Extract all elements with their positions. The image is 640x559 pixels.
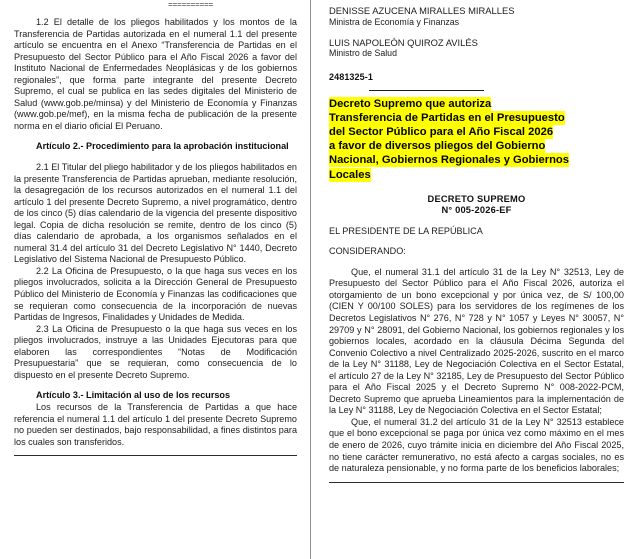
spacer xyxy=(329,217,624,226)
paragraph-2-2: 2.2 La Oficina de Presupuesto, o la que haga sus veces en los pliegos involucrados, solicita a la Dirección General de Presupuesto Público del Ministerio de Economía y Finanzas las codificaciones que se requieran como consecuencia de la incorporación de nuevas Partidas de Ingresos, Finalidades y Unidades de Medida. xyxy=(14,265,297,323)
decree-heading-line-2: N° 005-2026-EF xyxy=(441,205,512,216)
top-separator: ========== xyxy=(167,1,213,10)
signer-name-1: DENISSE AZUCENA MIRALLES MIRALLES xyxy=(329,5,515,16)
highlight-line-1: Decreto Supremo que autoriza xyxy=(329,97,492,110)
section-separator-rule xyxy=(369,90,484,91)
highlight-line-4: a favor de diversos pliegos del Gobierno xyxy=(329,140,546,153)
highlighted-decree-title xyxy=(329,97,624,182)
signer-role-2: Ministro de Salud xyxy=(329,48,397,59)
spacer xyxy=(329,182,624,194)
article-2-heading: Artículo 2.- Procedimiento para la aprobación institucional xyxy=(36,141,289,152)
considering-label: CONSIDERANDO: xyxy=(329,246,406,257)
signer-role-1: Ministra de Economía y Finanzas xyxy=(329,16,460,27)
spacer xyxy=(14,381,297,390)
spacer xyxy=(14,153,297,162)
paragraph-2-3: 2.3 La Oficina de Presupuesto o la que haga sus veces en los pliegos involucrados, instruye a las Unidades Ejecutoras para que elaboren las correspondientes “Notas de Modificación Presupuestaria” que se requieran, como consecuencia de lo dispuesto en el presente Decreto Supremo. xyxy=(14,323,297,380)
president-line: EL PRESIDENTE DE LA REPÚBLICA xyxy=(329,225,483,236)
highlight-line-3: del Sector Público para el Año Fiscal 2026 xyxy=(329,126,554,138)
consideration-1: Que, el numeral 31.1 del artículo 31 de la Ley N° 32513, Ley de Presupuesto del Sector Público para el Año Fiscal 2026, autoriza el otorgamiento de un bono excepcional y por única vez, de S/ 100,00 (CIEN Y 00/100 SOLES) para los servidores de los regímenes de los Decretos Legislativos N° 276, N° 728 y N° 1057 y Leyes N° 30057, N° 29709 y N° 28091, del Gobierno Nacional, los gobiernos regionales y los gobiernos locales, acordado en la cláusula Décima Segunda del Convenio Colectivo a nivel Centralizado 2025-2026, suscrito en el marco de la Ley N° 31188, Ley de Negociación Colectiva en el Sector Estatal, el artículo 27 de la Ley N° 32185, Ley de Presupuesto del Sector Público para el Año Fiscal 2025 y el Decreto Supremo N° 008-2022-PCM, Decreto Supremo que aprueba Lineamientos para la implementación de la Ley N° 31188, Ley de Negociación Colectiva en el Sector Estatal; xyxy=(329,266,624,416)
right-column xyxy=(311,0,640,483)
spacer xyxy=(329,237,624,246)
highlight-line-2: Transferencia de Partidas en el Presupuesto xyxy=(329,111,565,124)
document-code: 2481325-1 xyxy=(329,71,373,82)
paragraph-article-3: Los recursos de la Transferencia de Partidas a que hace referencia el numeral 1.1 del artículo 1 del presente Decreto Supremo no pueden ser destinados, bajo responsabilidad, a fines distintos para los cuales son transferidos. xyxy=(14,401,297,447)
left-bottom-rule xyxy=(14,455,297,456)
article-3-heading: Artículo 3.- Limitación al uso de los recursos xyxy=(36,390,231,401)
highlight-line-5: Nacional, Gobiernos Regionales y Gobiernos xyxy=(329,154,569,167)
spacer xyxy=(329,60,624,72)
spacer xyxy=(329,28,624,37)
right-bottom-rule xyxy=(329,482,624,483)
signer-name-2: LUIS NAPOLEÓN QUIROZ AVILÉS xyxy=(329,36,478,48)
paragraph-2-1: 2.1 El Titular del pliego habilitador y de los pliegos habilitados en la presente Transferencia de Partidas aprueban, mediante resolución, la desagregación de los recursos autorizados en el numeral 1.1 del artículo 1 del presente Decreto Supremo, a nivel programático, dentro de los cinco (5) días calendario de la vigencia del presente dispositivo legal. Copia de dicha resolución se remite, dentro de los cinco (5) días calendario de aprobada, a los organismos señalados en el numeral 31.4 del artículo 31 del Decreto Legislativo N° 1440, Decreto Legislativo del Sistema Nacional de Presupuesto Público. xyxy=(14,162,297,265)
consideration-2: Que, el numeral 31.2 del artículo 31 de la Ley N° 32513 establece que el bono excepcional se paga por única vez como máximo en el mes de enero de 2026, cuyo trámite inicia en diciembre del Año Fiscal 2025, no tiene carácter remunerativo, no está afecto a cargas sociales, no es de naturaleza pensionable, y no forma parte de los beneficios laborales; xyxy=(329,416,624,474)
highlight-line-6: Locales xyxy=(329,168,371,181)
left-column xyxy=(0,0,311,456)
spacer xyxy=(329,258,624,267)
paragraph-1-2: 1.2 El detalle de los pliegos habilitados y los montos de la Transferencia de Partidas autorizada en el numeral 1.1 del presente artículo se encuentra en el Anexo “Transferencia de Partidas en el Presupuesto del Sector Público para el Año Fiscal 2026 a favor del Instituto Nacional de Enfermedades Neoplásicas y de los gobiernos regionales”, que forma parte integrante del presente Decreto Supremo, el cual se publica en las sedes digitales del Ministerio de Salud (www.gob.pe/minsa) y del Ministerio de Economía y Finanzas (www.gob.pe/mef), en la misma fecha de publicación de la presente norma en el diario oficial El Peruano. xyxy=(14,17,297,131)
spacer xyxy=(14,132,297,141)
decree-heading-line-1: DECRETO SUPREMO xyxy=(427,193,526,204)
